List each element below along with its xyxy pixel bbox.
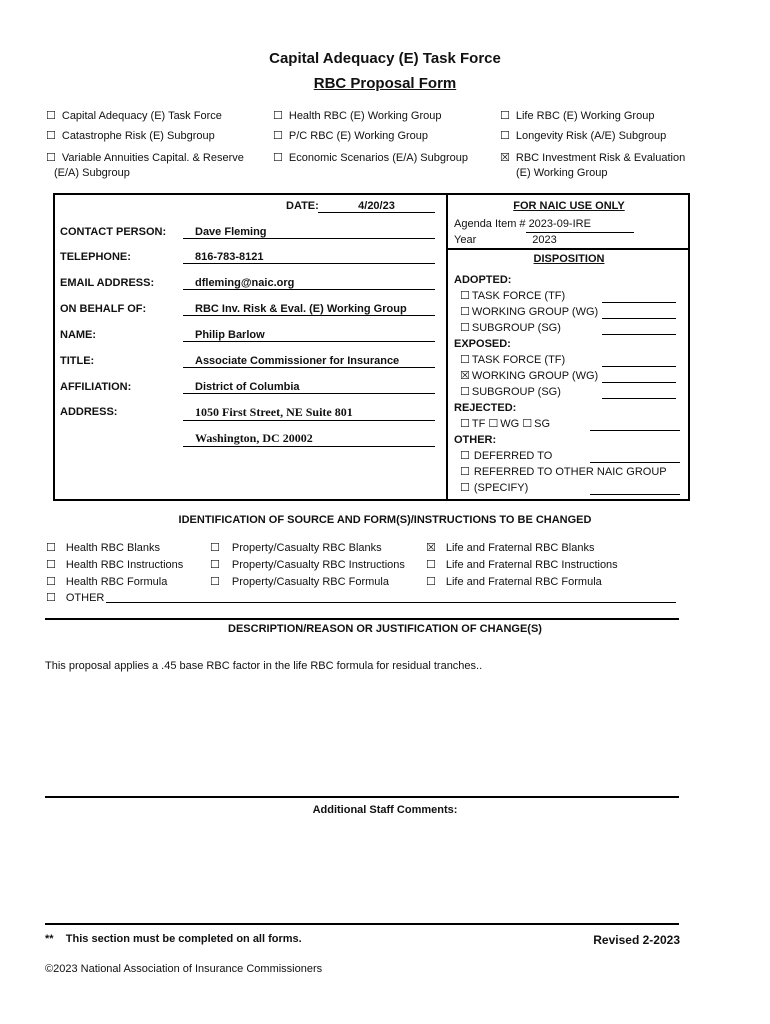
checkbox-icon: ☐ [460,321,470,334]
checkbox-icon: ☐ [210,558,220,571]
adopted-wg-option[interactable]: ☐ WORKING GROUP (WG) [454,304,686,320]
agenda-item-row: Agenda Item # 2023-09-IRE [454,216,634,233]
disposition-heading: DISPOSITION [533,253,605,265]
email-label: EMAIL ADDRESS: [60,277,155,289]
staff-comments-heading: Additional Staff Comments: [312,804,458,816]
disposition-list [454,272,686,496]
group-checkbox[interactable]: ☒ RBC Investment Risk & Evaluation (E) Working Group [500,151,686,179]
source-checkbox[interactable]: ☐ Property/Casualty RBC Formula [210,575,389,588]
checkbox-icon: ☐ [426,558,436,571]
checkbox-icon: ☐ [46,129,56,142]
group-checkbox[interactable]: ☐ Economic Scenarios (E/A) Subgroup [273,151,469,164]
checkbox-icon: ☐ [500,129,510,142]
section-divider [45,796,679,798]
checkbox-icon: ☐ [460,305,470,318]
contact-person-field[interactable]: Dave Fleming [183,226,435,239]
address-line2-field[interactable]: Washington, DC 20002 [183,431,435,447]
exposed-sg-option[interactable]: ☐ SUBGROUP (SG) [454,384,686,400]
source-checkbox[interactable]: ☐ Health RBC Blanks [46,541,161,554]
adopted-tf-option[interactable]: ☐ TASK FORCE (TF) [454,288,686,304]
source-other-checkbox[interactable]: ☐ OTHER [46,591,105,604]
checkbox-icon: ☐ [210,575,220,588]
checkbox-icon: ☐ [460,385,470,398]
date-label: DATE: [286,200,319,212]
checkbox-icon: ☐ [46,591,56,604]
referred-option[interactable]: ☐ REFERRED TO OTHER NAIC GROUP [460,465,667,478]
exposed-label: EXPOSED: [454,338,511,350]
group-checkbox[interactable]: ☐ Life RBC (E) Working Group [500,109,655,122]
checked-checkbox-icon: ☒ [426,541,436,554]
exposed-tf-option[interactable]: ☐ TASK FORCE (TF) [454,352,686,368]
specify-option[interactable]: ☐ (SPECIFY) [454,480,686,496]
checkbox-icon: ☐ [46,541,56,554]
name-label: NAME: [60,329,97,341]
checkbox-icon: ☐ [488,417,499,430]
address-label: ADDRESS: [60,406,118,418]
group-checkbox[interactable]: ☐ Variable Annuities Capital. & Reserve (E/A) Subgroup [46,151,244,179]
year-field[interactable]: 2023 [524,232,602,249]
other-label: OTHER: [454,434,497,446]
source-heading: IDENTIFICATION OF SOURCE AND FORM(S)/INSTRUCTIONS TO BE CHANGED [178,514,592,526]
source-checkbox[interactable]: ☐ Property/Casualty RBC Blanks [210,541,382,554]
form-title: Capital Adequacy (E) Task Force [269,50,501,67]
address-line1-field[interactable]: 1050 First Street, NE Suite 801 [183,405,435,421]
source-checkbox[interactable]: ☒ Life and Fraternal RBC Blanks [426,541,595,554]
on-behalf-of-label: ON BEHALF OF: [60,303,147,315]
description-heading: DESCRIPTION/REASON OR JUSTIFICATION OF CHANGE(S) [228,623,542,635]
checkbox-icon: ☐ [273,129,283,142]
section-divider [45,618,679,620]
year-row: Year 2023 [454,232,602,249]
affiliation-field[interactable]: District of Columbia [183,381,435,394]
checkbox-icon: ☐ [460,449,470,462]
checkbox-icon: ☐ [46,109,56,122]
checkbox-icon: ☐ [426,575,436,588]
copyright: ©2023 National Association of Insurance Commissioners [45,963,323,975]
checkbox-icon: ☐ [460,353,470,366]
checkbox-icon: ☐ [460,481,470,494]
checkbox-icon: ☐ [522,417,533,430]
other-input-line[interactable] [106,602,676,603]
group-checkbox[interactable]: ☐ Capital Adequacy (E) Task Force [46,109,222,122]
agenda-item-field[interactable]: 2023-09-IRE [526,216,634,233]
checkbox-icon: ☐ [273,109,283,122]
source-checkbox[interactable]: ☐ Life and Fraternal RBC Instructions [426,558,618,571]
affiliation-label: AFFILIATION: [60,381,132,393]
section-divider [45,923,679,925]
checkbox-icon: ☐ [460,417,470,430]
checked-checkbox-icon: ☒ [500,151,510,164]
deferred-option[interactable]: ☐ DEFERRED TO [454,448,686,464]
title-label: TITLE: [60,355,95,367]
rejected-label: REJECTED: [454,402,517,414]
group-checkbox[interactable]: ☐ Health RBC (E) Working Group [273,109,442,122]
checkbox-icon: ☐ [500,109,510,122]
date-value[interactable]: 4/20/23 [318,200,435,213]
rejected-options[interactable]: ☐ TF ☐ WG ☐ SG [454,416,686,432]
naic-divider [448,248,690,250]
on-behalf-of-field[interactable]: RBC Inv. Risk & Eval. (E) Working Group [183,303,435,316]
checkbox-icon: ☐ [210,541,220,554]
contact-person-label: CONTACT PERSON: [60,226,167,238]
group-checkbox[interactable]: ☐ Catastrophe Risk (E) Subgroup [46,129,215,142]
title-field[interactable]: Associate Commissioner for Insurance [183,355,435,368]
naic-use-heading: FOR NAIC USE ONLY [513,200,625,212]
adopted-label: ADOPTED: [454,274,512,286]
group-checkbox[interactable]: ☐ P/C RBC (E) Working Group [273,129,429,142]
source-checkbox[interactable]: ☐ Health RBC Formula [46,575,168,588]
exposed-wg-option[interactable]: ☒ WORKING GROUP (WG) [454,368,686,384]
footer-note: ** This section must be completed on all forms. [45,933,302,945]
description-text[interactable]: This proposal applies a .45 base RBC factor in the life RBC formula for residual tranches.. [45,660,483,672]
checked-checkbox-icon: ☒ [460,369,470,382]
email-field[interactable]: dfleming@naic.org [183,277,435,290]
form-divider [446,193,448,501]
checkbox-icon: ☐ [46,151,56,164]
telephone-label: TELEPHONE: [60,251,131,263]
checkbox-icon: ☐ [460,289,470,302]
group-checkbox[interactable]: ☐ Longevity Risk (A/E) Subgroup [500,129,667,142]
form-subtitle: RBC Proposal Form [313,75,457,92]
adopted-sg-option[interactable]: ☐ SUBGROUP (SG) [454,320,686,336]
checkbox-icon: ☐ [273,151,283,164]
source-checkbox[interactable]: ☐ Health RBC Instructions [46,558,184,571]
source-checkbox[interactable]: ☐ Property/Casualty RBC Instructions [210,558,405,571]
checkbox-icon: ☐ [46,575,56,588]
checkbox-icon: ☐ [46,558,56,571]
revised-label: Revised 2-2023 [593,933,680,947]
source-checkbox[interactable]: ☐ Life and Fraternal RBC Formula [426,575,602,588]
checkbox-icon: ☐ [460,465,470,478]
name-field[interactable]: Philip Barlow [183,329,435,342]
telephone-field[interactable]: 816-783-8121 [183,251,435,264]
